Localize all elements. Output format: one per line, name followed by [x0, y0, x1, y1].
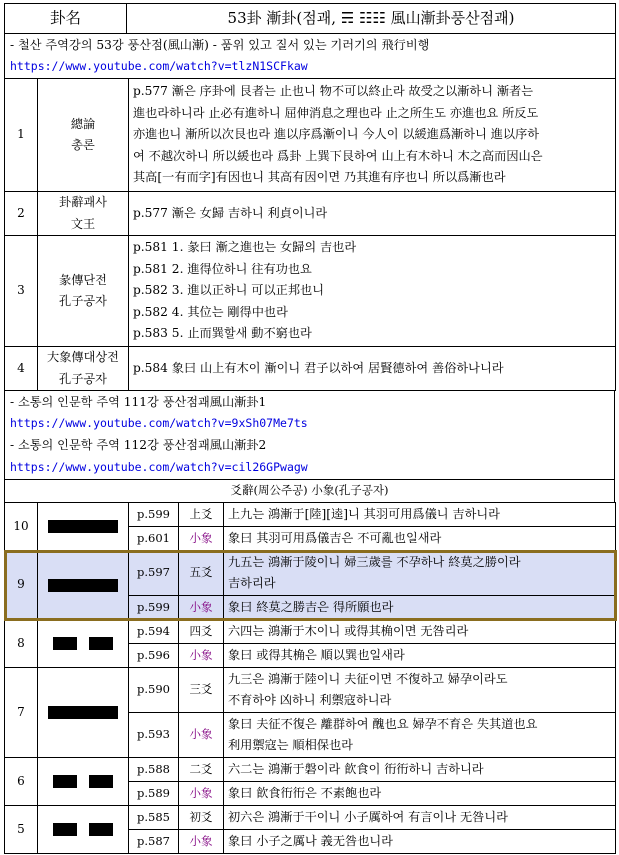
yao-text	[224, 644, 616, 668]
yao-line-symbol	[38, 551, 129, 620]
solid-line-icon	[48, 520, 118, 533]
category-name: 總論	[70, 116, 96, 131]
yao-text-line: 象曰 夫征不復은 離群하여 醜也요 婦孕不育은 失其道也요	[228, 716, 538, 731]
yao-tag: 小象	[179, 644, 224, 668]
row-category	[38, 192, 129, 236]
broken-line-icon	[89, 775, 113, 788]
content-line: p.584 象曰 山上有木이 漸이니 君子以하여 居賢德하여 善俗하나니라	[133, 360, 504, 375]
yao-line-symbol	[38, 668, 129, 758]
yao-text-line: 九五는 鴻漸于陵이니 婦三歲를 不孕하나 終莫之勝이라	[228, 554, 521, 569]
yao-text-line: 象曰 小子之厲나 義无咎也니라	[228, 833, 393, 848]
content-line: p.582 4. 其位는 剛得中也라	[133, 304, 288, 319]
content-line: 其高[一有而字]有因也니 其高有因이면 乃其進有序也니 所以爲漸也라	[133, 170, 506, 185]
lecture-112-link[interactable]: https://www.youtube.com/watch?v=cil26GPwagw	[10, 459, 308, 474]
row-number: 4	[5, 347, 38, 391]
broken-line-icon	[53, 637, 77, 650]
yao-tag: 上爻	[179, 503, 224, 527]
yao-number: 7	[5, 668, 38, 758]
page-ref: p.585	[129, 806, 179, 830]
yao-text	[224, 551, 616, 596]
solid-line-icon	[48, 579, 118, 592]
category-author: 孔子공자	[59, 371, 107, 386]
yao-line-symbol	[38, 758, 129, 806]
yao-row	[5, 620, 616, 644]
yao-text	[224, 806, 616, 830]
category-author: 孔子공자	[59, 294, 107, 308]
row-category	[38, 236, 129, 347]
content-line: p.581 1. 彖曰 漸之進也는 女歸의 吉也라	[133, 240, 357, 255]
yao-row	[5, 503, 616, 527]
broken-line-icon	[53, 823, 77, 836]
content-line: p.581 2. 進得位하니 往有功也요	[133, 261, 312, 276]
yao-text-line: 象曰 飮食衎衎은 不素飽也라	[228, 785, 382, 800]
page-ref: p.597	[129, 551, 179, 596]
lecture-111-text: - 소통의 인문학 주역 111강 풍산점괘風山漸卦1	[10, 394, 267, 409]
content-line: 進也라하니라 止必有進하니 屈伸消息之理也라 止之所生도 亦進也요 所反도	[133, 105, 539, 120]
yao-number: 10	[5, 503, 38, 551]
commentary-row	[5, 347, 616, 391]
page-ref: p.596	[129, 644, 179, 668]
yao-text-line: 象曰 或得其桷은 順以巽也일새라	[228, 647, 405, 662]
content-line: 亦進也니 漸所以次艮也라 進以序爲漸이니 今人이 以緩進爲漸하니 進以序하	[133, 127, 540, 142]
yao-text-line: 象曰 其羽可用爲儀吉은 不可亂也일새라	[228, 530, 442, 545]
page-ref: p.601	[129, 527, 179, 551]
yao-tag: 五爻	[179, 551, 224, 596]
yao-tag: 小象	[179, 596, 224, 620]
solid-line-icon	[48, 706, 118, 719]
yao-text-line: 吉하리라	[228, 576, 276, 590]
broken-line-icon	[89, 637, 113, 650]
yao-tag: 初爻	[179, 806, 224, 830]
page-ref: p.588	[129, 758, 179, 782]
yao-text-line: 上九는 鴻漸于[陸][逵]니 其羽可用爲儀니 吉하니라	[228, 506, 500, 521]
yao-tag: 小象	[179, 782, 224, 806]
yao-tag: 小象	[179, 830, 224, 854]
lecture-111-link[interactable]: https://www.youtube.com/watch?v=9xSh07Me7ts	[10, 416, 308, 431]
content-line: p.582 3. 進以正하니 可以正邦也니	[133, 283, 325, 298]
header-table	[4, 3, 616, 79]
intro-lecture-link[interactable]: https://www.youtube.com/watch?v=tlzN1SCFkaw	[10, 59, 308, 73]
yao-text-line: 六二는 鴻漸于磐이라 飮食이 衎衎하니 吉하니라	[228, 761, 484, 776]
commentary-table	[4, 78, 616, 391]
yao-text	[224, 830, 616, 854]
row-category	[38, 79, 129, 192]
yao-row-highlighted	[5, 551, 616, 596]
page-ref: p.589	[129, 782, 179, 806]
yao-tag: 小象	[179, 527, 224, 551]
yao-text-line: 六四는 鴻漸于木이니 或得其桷이면 无咎리라	[228, 623, 469, 638]
lecture-112-text: - 소통의 인문학 주역 112강 풍산점괘風山漸卦2	[10, 438, 267, 452]
yao-text-line: 象曰 終莫之勝吉은 得所願也라	[228, 599, 394, 614]
page-ref: p.593	[129, 713, 179, 758]
yao-text	[224, 596, 616, 620]
content-line: p.577 漸은 女歸 吉하니 利貞이니라	[133, 205, 328, 220]
links-row	[5, 391, 615, 480]
broken-line-icon	[89, 823, 113, 836]
content-line: 여 不越次하니 所以緩也라 爲卦 上巽下艮하여 山上有木하니 木之高而因山은	[133, 148, 543, 163]
commentary-row	[5, 192, 616, 236]
yao-header: 爻辭(周公주공) 小象(孔子공자)	[5, 480, 615, 503]
yao-text	[224, 503, 616, 527]
yao-tag: 小象	[179, 713, 224, 758]
row-content	[129, 79, 616, 192]
page-ref: p.590	[129, 668, 179, 713]
yao-number: 8	[5, 620, 38, 668]
commentary-row	[5, 79, 616, 192]
category-name: 卦辭괘사	[59, 195, 107, 210]
yao-text	[224, 713, 616, 758]
yao-text-line: 利用禦寇는 順相保也라	[228, 738, 353, 752]
intro-lecture-text: - 철산 주역강의 53강 풍산점(風山漸) - 품위 있고 질서 있는 기러기의 飛行비행	[10, 38, 430, 52]
row-content	[129, 236, 616, 347]
row-content	[129, 347, 616, 391]
yao-header-row	[5, 480, 615, 503]
yao-text-line: 九三은 鴻漸于陸이니 夫征이면 不復하고 婦孕이라도	[228, 671, 508, 686]
hexagram-title: 53卦 漸卦(점괘, ☴ ☷☷ 風山漸卦풍산점괘)	[127, 4, 616, 34]
yao-line-symbol	[38, 806, 129, 854]
yao-row	[5, 668, 616, 713]
yao-text	[224, 527, 616, 551]
yao-number: 9	[5, 551, 38, 620]
yao-row	[5, 758, 616, 782]
yao-text	[224, 620, 616, 644]
row-content	[129, 192, 616, 236]
row-category	[38, 347, 129, 391]
content-line: p.583 5. 止而巽할새 動不窮也라	[133, 326, 312, 341]
yao-text-line: 初六은 鴻漸于干이니 小子厲하여 有言이나 无咎니라	[228, 809, 508, 824]
yao-tag: 三爻	[179, 668, 224, 713]
category-name: 彖傳단전	[59, 272, 107, 287]
page-ref: p.599	[129, 503, 179, 527]
category-name: 大象傳대상전	[47, 350, 119, 365]
links-table	[4, 390, 615, 503]
page-ref: p.599	[129, 596, 179, 620]
commentary-row	[5, 236, 616, 347]
yao-tag: 四爻	[179, 620, 224, 644]
page-ref: p.587	[129, 830, 179, 854]
row-number: 3	[5, 236, 38, 347]
document-page	[4, 3, 615, 854]
content-line: p.577 漸은 序卦에 艮者는 止也니 物不可以終止라 故受之以漸하니 漸者는	[133, 84, 533, 99]
broken-line-icon	[53, 775, 77, 788]
category-author: 총론	[71, 138, 95, 152]
category-author: 文王	[70, 216, 96, 231]
yao-tag: 二爻	[179, 758, 224, 782]
yao-text	[224, 758, 616, 782]
yao-text	[224, 782, 616, 806]
header-row	[5, 4, 616, 34]
yao-text-line: 不育하야 凶하니 利禦寇하니라	[228, 693, 392, 707]
intro-row	[5, 34, 616, 79]
yao-row	[5, 806, 616, 830]
yao-number: 5	[5, 806, 38, 854]
row-number: 1	[5, 79, 38, 192]
yao-number: 6	[5, 758, 38, 806]
yao-text	[224, 668, 616, 713]
page-ref: p.594	[129, 620, 179, 644]
yao-table	[4, 502, 616, 854]
hexagram-name-label: 卦名	[5, 4, 127, 34]
row-number: 2	[5, 192, 38, 236]
yao-line-symbol	[38, 620, 129, 668]
yao-line-symbol	[38, 503, 129, 551]
